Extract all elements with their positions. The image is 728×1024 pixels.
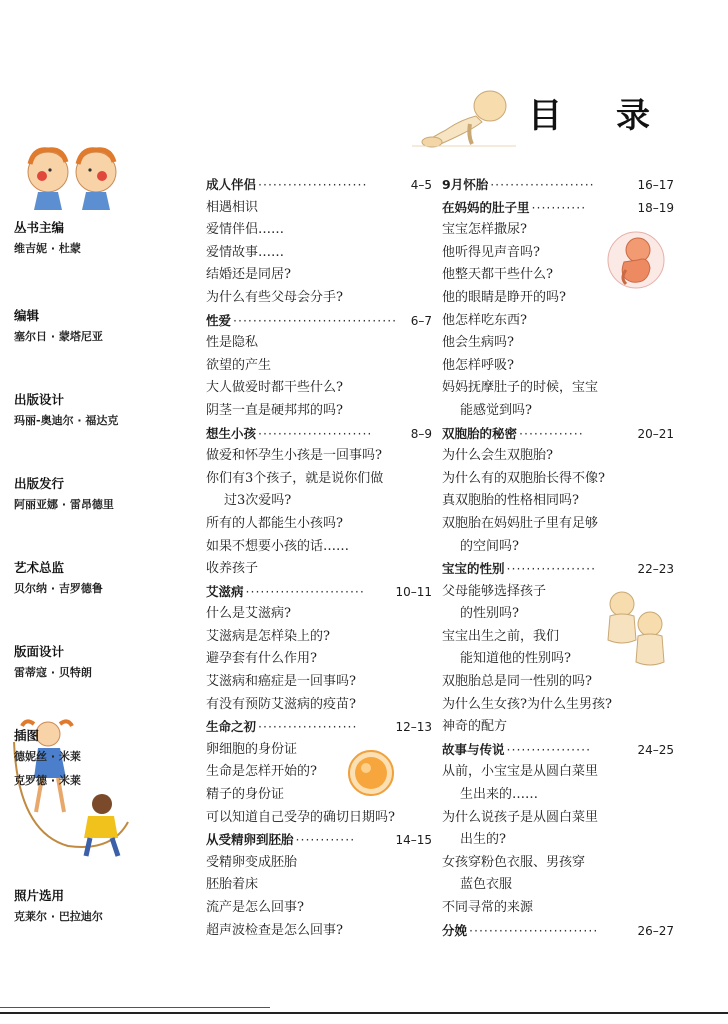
- toc-item: 过3次爱吗?: [224, 493, 292, 509]
- credit-name: 贝尔纳 · 吉罗德鲁: [14, 582, 103, 595]
- toc-item: 胚胎着床: [206, 877, 259, 893]
- toc-chapter-heading: [442, 174, 674, 197]
- toc-chapter-heading: [442, 920, 674, 943]
- chapter-title: 性爱: [206, 312, 232, 328]
- toc-chapter-heading: [206, 423, 432, 446]
- toc-chapter-heading: [206, 581, 432, 604]
- toc-item: 艾滋病是怎样染上的?: [206, 628, 330, 644]
- toc-item: 能感觉到吗?: [460, 402, 532, 418]
- credit-name: 阿丽亚娜 · 雷昂德里: [14, 498, 114, 511]
- leader-dots: ·····················: [490, 177, 595, 192]
- toc-item: 双胞胎总是同一性别的吗?: [442, 674, 592, 690]
- credit-label: 编辑: [14, 308, 40, 323]
- credit-name: 维吉妮 · 杜蒙: [14, 242, 81, 255]
- leader-dots: ·············: [519, 425, 584, 441]
- credit-name: 玛丽-奥迪尔 · 福达克: [14, 414, 119, 427]
- toc-item: 为什么有些父母会分手?: [206, 289, 343, 305]
- leader-dots: ·································: [233, 312, 398, 328]
- toc-item: 他怎样吃东西?: [442, 312, 527, 328]
- leader-dots: ·······················: [258, 425, 373, 441]
- toc-chapter-heading: [206, 174, 432, 197]
- toc-item: 卵细胞的身份证: [206, 741, 298, 757]
- toc-item: 超声波检查是怎么回事?: [206, 922, 343, 938]
- toc-item: 什么是艾滋病?: [206, 606, 291, 622]
- toc-item: 他整天都干些什么?: [442, 267, 553, 283]
- toc-item: 宝宝怎样撒尿?: [442, 222, 527, 238]
- toc-item: 的空间吗?: [460, 538, 519, 554]
- toc-item: 他怎样呼吸?: [442, 357, 514, 373]
- chapter-title: 生命之初: [206, 719, 257, 735]
- toc-item: 为什么生女孩?为什么生男孩?: [442, 696, 612, 712]
- leader-dots: ············: [295, 832, 356, 848]
- toc-item: 为什么会生双胞胎?: [442, 448, 553, 464]
- credit-illustration: [14, 726, 184, 790]
- chapter-title: 宝宝的性别: [442, 561, 505, 577]
- toc-item: 蓝色衣服: [460, 877, 513, 893]
- toc-item: 从前，小宝宝是从圆白菜里: [442, 764, 599, 780]
- credit-series-editor: [14, 218, 184, 258]
- credit-label: 插图: [14, 728, 40, 743]
- credit-layout: [14, 642, 184, 682]
- toc-chapter-heading: [206, 829, 432, 852]
- page-range: 4–5: [410, 178, 432, 192]
- title-char-2: 录: [616, 96, 650, 136]
- leader-dots: ··················: [506, 561, 597, 577]
- toc-item: 他会生病吗?: [442, 335, 514, 351]
- chapter-title: 想生小孩: [206, 425, 257, 441]
- toc-chapter-heading: [206, 716, 432, 739]
- credit-editor: [14, 306, 184, 346]
- leader-dots: ····················: [258, 719, 358, 735]
- toc-item: 所有的人都能生小孩吗?: [206, 515, 343, 531]
- leader-dots: ···········: [531, 199, 587, 215]
- toc-item: 不同寻常的来源: [442, 900, 534, 915]
- toc-item: 女孩穿粉色衣服、男孩穿: [442, 854, 586, 870]
- toc-item: 大人做爱时都干些什么?: [206, 380, 343, 396]
- toc-item: 他听得见声音吗?: [442, 244, 540, 260]
- toc-column-left: [206, 174, 432, 942]
- toc-item: 能知道他的性别吗?: [460, 651, 571, 667]
- credits-panel: [14, 218, 184, 923]
- footer-rule: [0, 1012, 728, 1014]
- page-range: 26–27: [637, 923, 674, 938]
- toc-chapter-heading: [442, 197, 674, 220]
- credit-name: 克罗德 · 米莱: [14, 774, 81, 787]
- toc-item: 为什么有的双胞胎长得不像?: [442, 470, 605, 486]
- toc-item: 真双胞胎的性格相同吗?: [442, 493, 579, 509]
- credit-name: 塞尔日 · 蒙塔尼亚: [14, 330, 103, 343]
- chapter-title: 在妈妈的肚子里: [442, 199, 530, 215]
- chapter-title: 双胞胎的秘密: [442, 425, 518, 441]
- toc-chapter-heading: [206, 310, 432, 333]
- credit-publishing: [14, 474, 184, 514]
- credit-design: [14, 390, 184, 430]
- page-range: 24–25: [637, 742, 674, 757]
- toc-item: 避孕套有什么作用?: [206, 651, 317, 667]
- toc-item: 精子的身份证: [206, 787, 285, 803]
- toc-item: 为什么说孩子是从圆白菜里: [442, 809, 599, 825]
- leader-dots: ·················: [506, 741, 592, 757]
- chapter-title: 成人伴侣: [206, 177, 257, 192]
- toc-item: 生命是怎样开始的?: [206, 764, 317, 780]
- chapter-title: 9月怀胎: [442, 177, 489, 192]
- toc-item: 艾滋病和癌症是一回事吗?: [206, 674, 356, 690]
- toc-item: 出生的?: [460, 832, 506, 848]
- credit-photo: [14, 886, 103, 926]
- toc-item: 神奇的配方: [442, 719, 508, 735]
- toc-chapter-heading: [442, 739, 674, 762]
- page-range: 14–15: [395, 833, 432, 848]
- toc-item: 阴茎一直是硬邦邦的吗?: [206, 402, 343, 418]
- credit-name: 克莱尔 · 巴拉迪尔: [14, 910, 103, 923]
- page-range: 20–21: [637, 426, 674, 441]
- toc-column-right: [442, 174, 674, 942]
- page-range: 12–13: [395, 720, 432, 735]
- toc-item: 双胞胎在妈妈肚子里有足够: [442, 515, 599, 531]
- leader-dots: ······················: [258, 177, 368, 192]
- toc-item: 有没有预防艾滋病的疫苗?: [206, 696, 356, 712]
- leader-dots: ··························: [469, 922, 599, 938]
- toc-item: 受精卵变成胚胎: [206, 854, 298, 870]
- toc-item: 相遇相识: [206, 199, 259, 215]
- toc-chapter-heading: [442, 558, 674, 581]
- credit-art-director: [14, 558, 184, 598]
- toc-chapter-heading: [442, 423, 674, 446]
- credit-label: 艺术总监: [14, 560, 65, 575]
- page-range: 8–9: [410, 426, 432, 441]
- leader-dots: ························: [245, 583, 365, 599]
- chapter-title: 从受精卵到胚胎: [206, 832, 294, 848]
- page-range: 22–23: [637, 562, 674, 577]
- page-range: 6–7: [410, 313, 432, 328]
- credit-name: 雷蒂寇 · 贝特朗: [14, 666, 92, 679]
- page-title: [528, 88, 678, 137]
- toc-item: 妈妈抚摩肚子的时候，宝宝: [442, 380, 599, 396]
- page-range: 10–11: [395, 584, 432, 599]
- credit-name: 德妮丝 · 米莱: [14, 750, 81, 763]
- crawling-baby-icon: [412, 86, 516, 150]
- credit-label: 丛书主编: [14, 220, 65, 235]
- toc-item: 爱情故事……: [206, 244, 285, 260]
- toc-item: 流产是怎么回事?: [206, 900, 304, 915]
- credit-label: 照片选用: [14, 888, 65, 903]
- toc-item: 你们有3个孩子，就是说你们做: [206, 470, 384, 486]
- credit-label: 出版设计: [14, 392, 65, 407]
- toc-item: 如果不想要小孩的话……: [206, 538, 350, 554]
- toc-item: 宝宝出生之前，我们: [442, 628, 560, 644]
- toc-item: 可以知道自己受孕的确切日期吗?: [206, 809, 395, 825]
- credit-label: 版面设计: [14, 644, 65, 659]
- footer-rule-thin: [0, 1007, 270, 1008]
- chapter-title: 分娩: [442, 922, 468, 938]
- toc-item: 他的眼睛是睁开的吗?: [442, 289, 566, 305]
- chapter-title: 艾滋病: [206, 583, 244, 599]
- toc-item: 爱情伴侣……: [206, 222, 285, 238]
- title-char-1: 目: [528, 96, 562, 136]
- toc-item: 结婚还是同居?: [206, 267, 291, 283]
- toc-item: 的性别吗?: [460, 606, 519, 622]
- page-range: 18–19: [637, 200, 674, 215]
- credit-label: 出版发行: [14, 476, 65, 491]
- toc-item: 性是隐私: [206, 335, 259, 351]
- toc-item: 生出来的……: [460, 787, 539, 803]
- toc-item: 欲望的产生: [206, 357, 272, 373]
- toc-item: 收养孩子: [206, 561, 259, 577]
- page-range: 16–17: [637, 178, 674, 192]
- twins-faces-icon: [20, 142, 126, 212]
- toc-item: 做爱和怀孕生小孩是一回事吗?: [206, 448, 382, 464]
- toc-item: 父母能够选择孩子: [442, 583, 547, 599]
- chapter-title: 故事与传说: [442, 741, 505, 757]
